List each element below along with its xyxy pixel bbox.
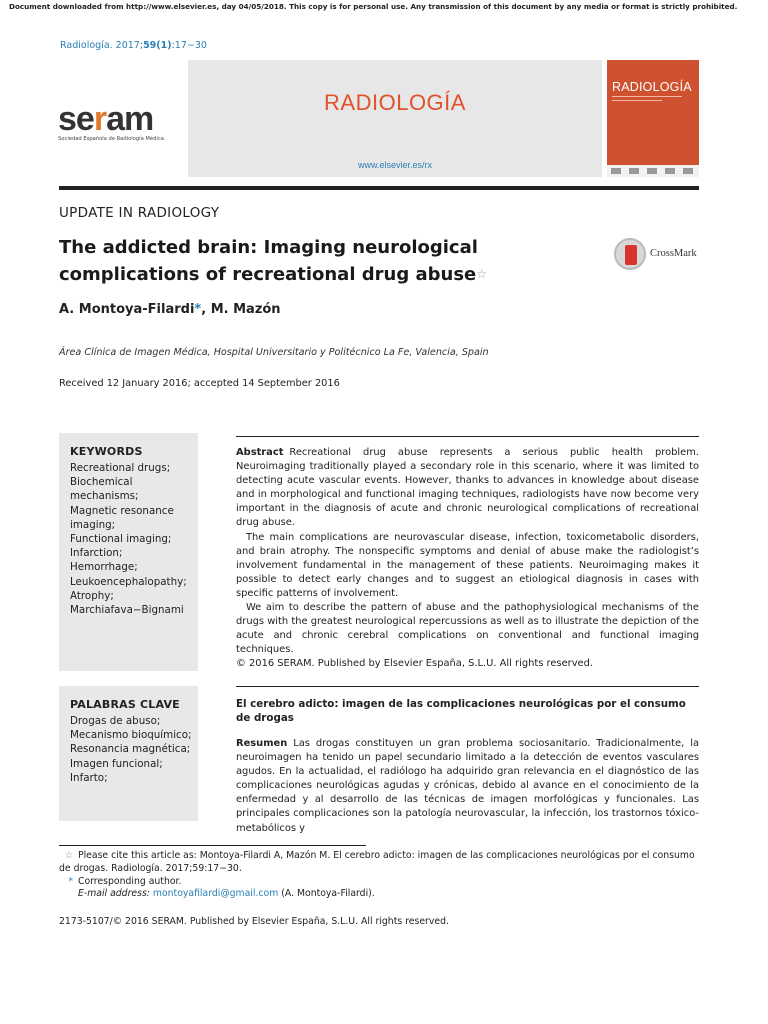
title-footnote-star[interactable]: ☆: [476, 267, 488, 281]
journal-banner: [188, 60, 602, 177]
keyword-item: Recreational drugs;: [70, 462, 171, 474]
received-dates: Received 12 January 2016; accepted 14 September 2016: [59, 378, 340, 389]
author-separator: ,: [201, 302, 211, 317]
citation-volume: 59(1): [143, 40, 172, 51]
keyword-item: Atrophy;: [70, 589, 114, 602]
crossmark-icon: [614, 238, 646, 270]
footnote-text: Please cite this article as: Montoya-Filardi A, Mazón M. El cerebro adicto: imagen de las complicaciones neurológicas por el consumo de drogas. Radiología. 2017;59:17−30.: [59, 850, 695, 874]
palabra-clave-item: Drogas de abuso;: [70, 715, 161, 727]
spanish-title: El cerebro adicto: imagen de las complicaciones neurológicas por el consumo de drogas: [236, 698, 686, 724]
section-label: UPDATE IN RADIOLOGY: [59, 205, 220, 221]
author-name: A. Montoya-Filardi: [59, 302, 195, 317]
abstract-rule: [236, 436, 699, 437]
article-title-text: The addicted brain: Imaging neurological complications of recreational drug abuse: [59, 237, 478, 285]
cover-subtitle-line: [612, 96, 682, 97]
footnote-text: Corresponding author.: [77, 875, 182, 887]
affiliation: Área Clínica de Imagen Médica, Hospital Universitario y Politécnico La Fe, Valencia, Spain: [59, 347, 489, 358]
footnote-star-mark: ☆: [64, 850, 73, 861]
author-name: M. Mazón: [210, 302, 281, 317]
keywords-list: [70, 461, 195, 617]
journal-cover-image: [607, 60, 699, 177]
keyword-item: Infarction;: [70, 547, 123, 560]
keyword-item: Marchiafava−Bignami: [70, 604, 184, 617]
banner-title: RADIOLOGÍA: [324, 90, 466, 115]
seram-logo-mark: seram: [58, 100, 154, 138]
keywords-heading: KEYWORDS: [70, 445, 143, 458]
abstract-paragraph: We aim to describe the pattern of abuse and the pathophysiological mechanisms of the drugs with the greatest neurological repercussions as well as to illustrate the depiction of the acute and chronic cerebral complications on conventional and functional imaging techniques.: [236, 602, 699, 656]
issn-copyright: 2173-5107/© 2016 SERAM. Published by Elsevier España, S.L.U. All rights reserved.: [59, 916, 449, 927]
abstract-copyright: © 2016 SERAM. Published by Elsevier España, S.L.U. All rights reserved.: [236, 658, 594, 670]
email-label: E-mail address:: [77, 888, 150, 900]
palabra-clave-item: Mecanismo bioquímico;: [70, 729, 192, 742]
abstract-paragraph: Recreational drug abuse represents a serious public health problem. Neuroimaging traditionally played a secondary role in this scenario, where it was limited to detecting acute vascular events. However, thanks to advances in knowledge about disease and in morphological and functional imaging techniques, radiologists have now become very important in the diagnosis of acute and chronic neurological complications of recreational drug abuse.: [236, 447, 699, 529]
cover-footer-logo: [629, 168, 639, 174]
keyword-item: Magnetic resonance imaging;: [70, 504, 174, 531]
email-footnote: [59, 888, 699, 901]
crossmark-badge[interactable]: [614, 238, 704, 274]
citation-journal: Radiología. 2017;: [60, 40, 144, 51]
email-suffix: (A. Montoya-Filardi).: [281, 888, 375, 900]
keyword-item: Functional imaging;: [70, 533, 172, 546]
palabras-clave-heading: PALABRAS CLAVE: [70, 698, 180, 711]
footnote-asterisk-mark: *: [68, 875, 73, 887]
spanish-abstract-rule: [236, 686, 699, 687]
resumen-label: Resumen: [236, 738, 288, 749]
email-link[interactable]: montoyafilardi@gmail.com: [152, 888, 279, 900]
cover-footer-logo: [665, 168, 675, 174]
abstract-paragraph: The main complications are neurovascular disease, infection, toxicometabolic disorders, and brain atrophy. The nonspecific symptoms and denial of abuse make the radiologist’s involvement fundamental in the management of these patients. Neuroimaging makes it possible to detect early changes and to suggest an etiological diagnosis in cases with specific patterns of involvement.: [236, 531, 699, 599]
footnotes: [59, 850, 699, 901]
download-notice: Document downloaded from http://www.elsevier.es, day 04/05/2018. This copy is for personal use. Any transmission of this document by any media or format is strictly prohibited.: [9, 2, 738, 11]
abstract-label: Abstract: [236, 447, 284, 458]
citation-pages: :17−30: [171, 40, 207, 51]
cover-footer-logo: [611, 168, 621, 174]
cover-title: RADIOLOGÍA: [612, 80, 692, 94]
keyword-item: Leukoencephalopathy;: [70, 575, 187, 588]
seram-logo-subtitle: Sociedad Española de Radiología Médica: [58, 136, 164, 142]
palabra-clave-item: Infarto;: [70, 771, 108, 784]
palabra-clave-item: Imagen funcional;: [70, 757, 163, 770]
keyword-item: Biochemical mechanisms;: [70, 476, 139, 503]
resumen-text: Las drogas constituyen un gran problema sociosanitario. Tradicionalmente, la neuroimagen ha tenido un papel secundario limitado a la detección de eventos vasculares agudos. En la actualidad, el radiólogo ha adquirido gran relevancia en el diagnóstico de las complicaciones neurológicas agudas y crónicas, debido al avance en el conocimiento de la enfermedad y al desarrollo de las técnicas de imagen morfológicas y funcionales. Las principales complicaciones son la patología neurovascular, la infección, los trastornos tóxico-metabólicos y: [236, 738, 699, 834]
palabras-clave-list: [70, 714, 195, 785]
seram-logo: [58, 100, 188, 144]
article-title: [59, 234, 619, 288]
keywords-box: [59, 433, 198, 671]
corresponding-author-mark[interactable]: *: [194, 302, 202, 317]
footnote-rule: [59, 845, 366, 846]
banner-url[interactable]: www.elsevier.es/rx: [357, 160, 433, 170]
header-rule: [59, 186, 699, 190]
cover-footer-logo: [647, 168, 657, 174]
journal-citation[interactable]: [60, 40, 207, 51]
abstract: [236, 446, 699, 672]
corresponding-footnote: [59, 876, 699, 889]
author-list: [59, 302, 281, 317]
cover-footer-logo: [683, 168, 693, 174]
crossmark-label: CrossMark: [650, 248, 697, 259]
cover-subtitle-line: [612, 100, 662, 101]
palabras-clave-box: [59, 686, 198, 821]
citation-footnote: [59, 850, 699, 876]
keyword-item: Hemorrhage;: [70, 561, 138, 574]
palabra-clave-item: Resonancia magnética;: [70, 743, 191, 756]
cover-footer: [607, 165, 699, 177]
resumen: [236, 737, 699, 834]
